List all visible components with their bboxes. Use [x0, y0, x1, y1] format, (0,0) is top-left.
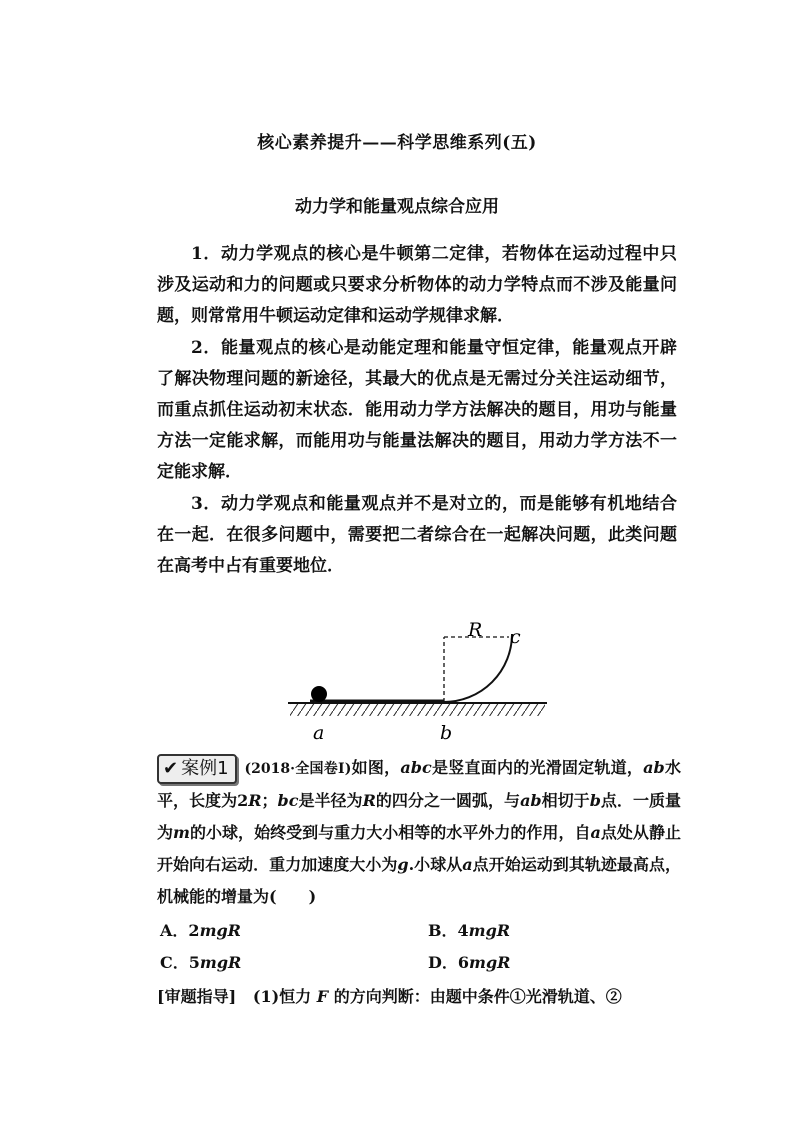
case-text: 是半径为: [298, 791, 363, 810]
case-text: 的四分之一圆弧，与: [375, 791, 521, 810]
case-text: 点开始运动到其轨迹最高点，机械能的增量为( ): [157, 855, 681, 906]
guide-text: 恒力: [279, 987, 312, 1006]
case-var: R: [248, 791, 262, 810]
ball: [311, 686, 327, 702]
case-problem: [157, 752, 681, 913]
guide-label: [审题指导]: [157, 987, 237, 1006]
case-var: b: [589, 791, 601, 810]
case-text: 水平，长度为2: [157, 758, 681, 810]
guide-text: 的方向判断：由题中条件①光滑轨道、②: [333, 987, 622, 1006]
guide-var: F: [316, 987, 329, 1006]
paragraph-text: 3．动力学观点和能量观点并不是对立的，而是能够有机地结合在一起．在很多问题中，需要把二者综合在一起解决问题，此类问题在高考中占有重要地位．: [157, 494, 677, 576]
case-var: a: [590, 823, 601, 842]
option-a[interactable]: A．2mgR: [160, 921, 241, 940]
case-var: g: [397, 855, 409, 874]
case-text: 点．一质量为: [157, 791, 681, 842]
case-source: (2018·全国卷Ⅰ): [244, 761, 352, 777]
case-badge: [157, 754, 237, 784]
paragraph-1: [157, 239, 677, 332]
track-diagram: [285, 615, 550, 745]
option-d[interactable]: D．6mgR: [428, 953, 511, 972]
case-text: 的小球，始终受到与重力大小相等的水平外力的作用，自: [189, 823, 591, 842]
review-guide: [157, 984, 681, 1007]
track-arc-bc: [444, 634, 512, 702]
paragraph-text: 2．能量观点的核心是动能定理和能量守恒定律，能量观点开辟了解决物理问题的新途径，其最大的优点是无需过分关注运动细节，而重点抓住运动初末状态．能用动力学方法解决的题目，用功与能量方法一定能求解，而能用功与能量法解决的题目，用动力学方法不一定能求解．: [157, 338, 677, 482]
checkmark-icon: ✔: [163, 757, 179, 779]
options-row-1: [160, 918, 680, 950]
case-text: 相切于: [541, 791, 590, 810]
case-var: ab: [643, 758, 665, 777]
case-var: a: [462, 855, 473, 874]
paragraph-text: 1．动力学观点的核心是牛顿第二定律，若物体在运动过程中只涉及运动和力的问题或只要求分析物体的动力学特点而不涉及能量问题，则常常用牛顿运动定律和运动学规律求解．: [157, 244, 677, 326]
label-c: c: [510, 626, 521, 648]
options-row-2: [160, 950, 680, 982]
case-var: R: [362, 791, 376, 810]
page-title: 核心素养提升——科学思维系列(五): [257, 133, 537, 153]
case-text: ；: [261, 791, 278, 810]
ground-hatching: [290, 704, 545, 716]
section-heading: 动力学和能量观点综合应用: [295, 197, 499, 217]
case-var: bc: [277, 791, 299, 810]
case-var: abc: [400, 758, 432, 777]
case-var: ab: [520, 791, 542, 810]
case-text: 点处从静止开始向右运动．重力加速度大小为: [157, 823, 681, 874]
option-c[interactable]: C．5mgR: [160, 953, 242, 972]
paragraph-3: [157, 489, 677, 582]
case-badge-label: 案例1: [181, 757, 229, 779]
label-R: R: [468, 619, 483, 641]
case-text: .小球从: [408, 855, 463, 874]
answer-options: [160, 918, 680, 982]
case-text: 如图，: [351, 758, 401, 777]
guide-number: (1): [252, 987, 280, 1006]
paragraph-2: [157, 333, 677, 488]
case-text: 是竖直面内的光滑固定轨道，: [431, 758, 644, 777]
label-b: b: [440, 722, 453, 744]
label-a: a: [313, 722, 325, 744]
case-var: m: [173, 823, 190, 842]
option-b[interactable]: B．4mgR: [428, 921, 511, 940]
